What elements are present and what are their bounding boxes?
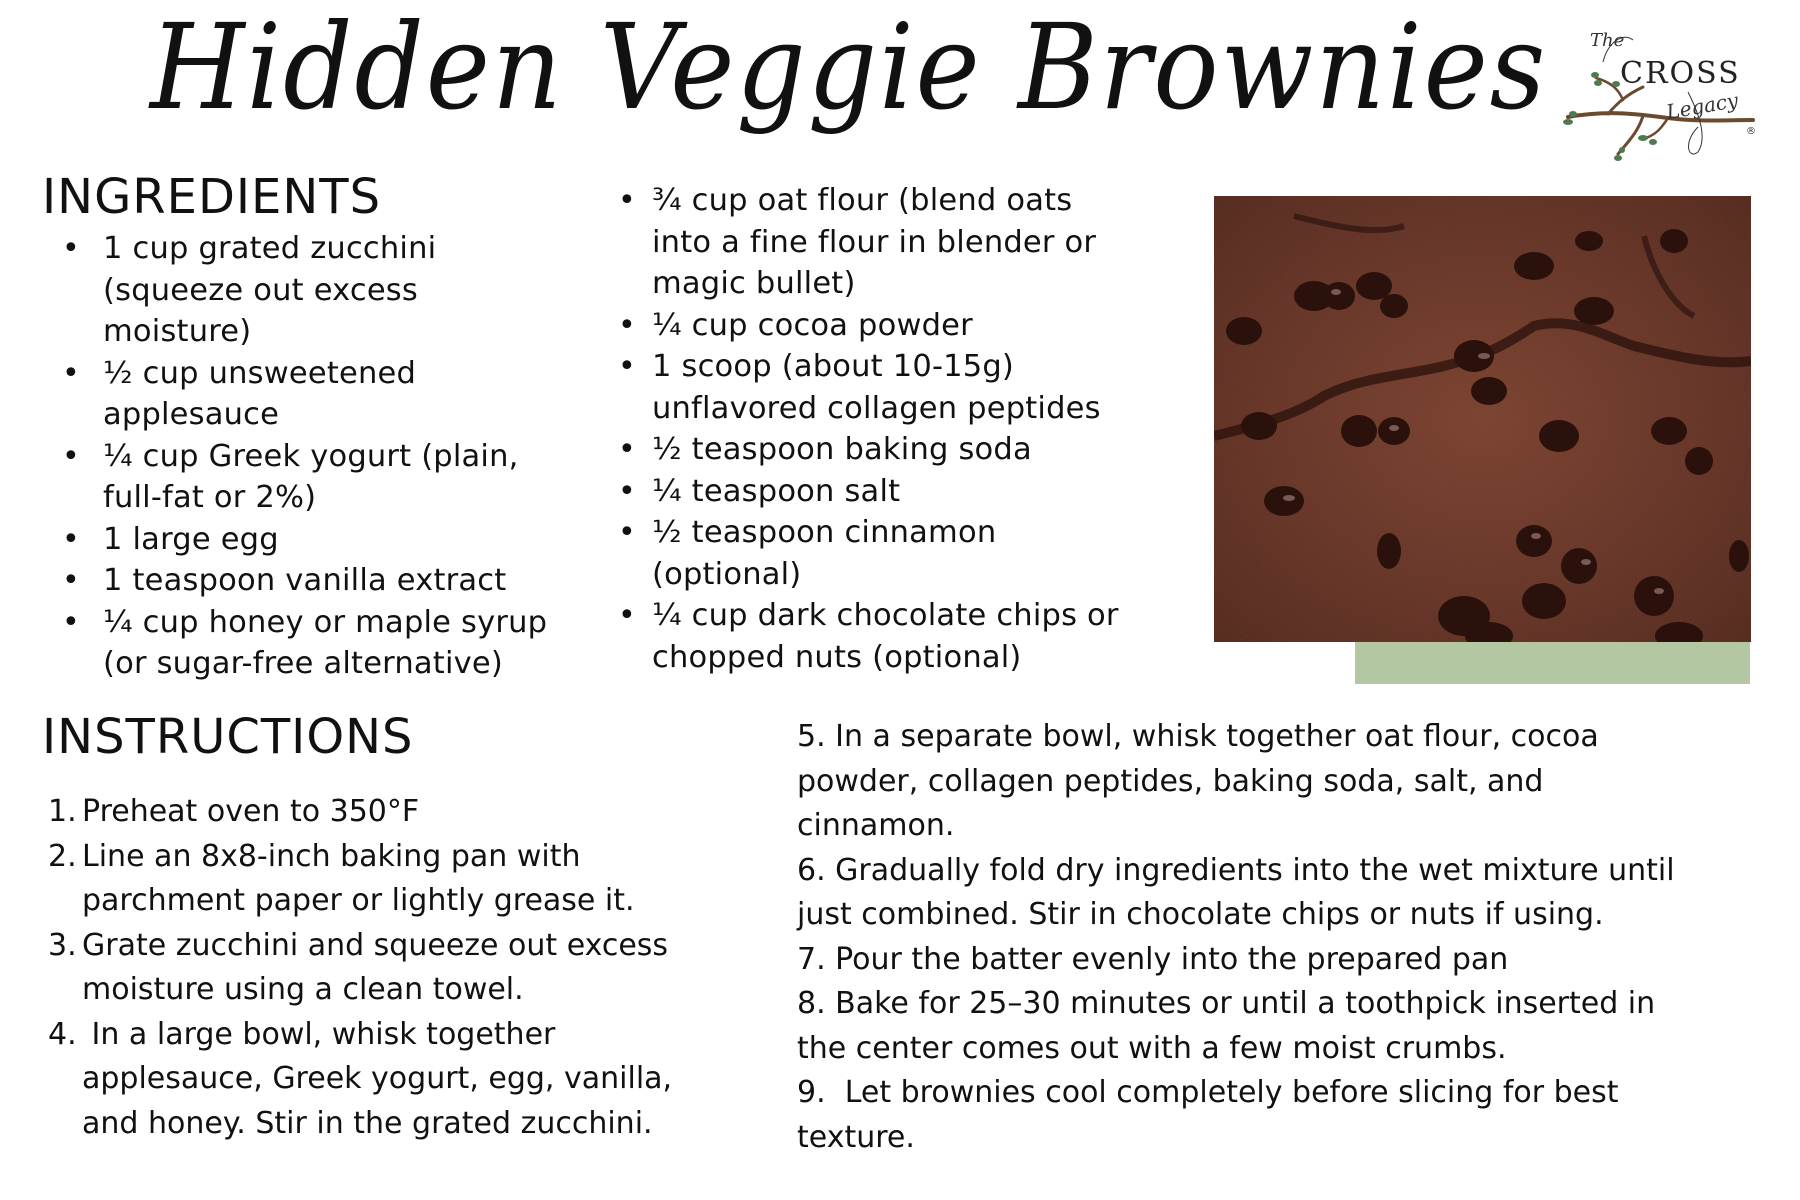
instruction-step-continuation: the center comes out with a few moist crumbs.: [797, 1030, 1507, 1066]
bullet-icon: •: [62, 231, 80, 266]
bullet-icon: •: [618, 183, 636, 218]
ingredient-text: applesauce: [103, 397, 280, 432]
bullet-icon: •: [62, 355, 80, 391]
ingredient-text: ¼ teaspoon salt: [652, 473, 901, 509]
bullet-icon: •: [618, 598, 636, 633]
ingredient-item: [62, 436, 602, 478]
bullet-icon: •: [62, 563, 80, 598]
bullet-icon: •: [62, 604, 80, 640]
step-text: Grate zucchini and squeeze out excess: [82, 927, 669, 963]
instruction-step-continuation: [48, 1057, 768, 1102]
ingredient-text: 1 large egg: [103, 521, 279, 557]
step-text: parchment paper or lightly grease it.: [82, 883, 635, 918]
ingredient-item: [618, 305, 1208, 347]
instruction-step-continuation: [48, 968, 768, 1013]
ingredient-text: (optional): [652, 556, 802, 592]
ingredient-item-continuation: [618, 222, 1208, 264]
instruction-step-continuation: [48, 879, 768, 924]
instruction-step: [48, 1013, 768, 1058]
ingredient-item: [618, 346, 1208, 388]
ingredient-text: ½ teaspoon cinnamon: [652, 515, 997, 550]
brownie-photo: [1214, 196, 1751, 642]
step-text: Preheat oven to 350°F: [82, 794, 420, 829]
ingredient-item-continuation: [62, 270, 602, 312]
ingredient-text: ½ cup unsweetened: [103, 355, 417, 391]
step-number: 3.: [48, 927, 77, 963]
instruction-step: 5. In a separate bowl, whisk together oat flour, cocoa: [797, 719, 1599, 754]
step-text: applesauce, Greek yogurt, egg, vanilla,: [82, 1061, 673, 1096]
ingredient-item: [62, 228, 602, 270]
ingredient-item-continuation: [62, 477, 602, 519]
bullet-icon: •: [62, 438, 80, 474]
ingredient-item: [62, 602, 602, 644]
logo-name: CROSS: [1620, 56, 1741, 91]
instructions-heading: INSTRUCTIONS: [42, 709, 414, 765]
instruction-step: 8. Bake for 25–30 minutes or until a toothpick inserted in: [797, 986, 1656, 1021]
ingredient-text: ¼ cup dark chocolate chips or: [652, 598, 1119, 633]
step-text: In a large bowl, whisk together: [82, 1016, 556, 1052]
ingredients-heading: INGREDIENTS: [42, 169, 382, 225]
ingredient-text: into a fine flour in blender or: [652, 224, 1097, 260]
step-number: 2.: [48, 838, 77, 874]
step-text: moisture using a clean towel.: [82, 972, 524, 1007]
step-text: and honey. Stir in the grated zucchini.: [82, 1105, 653, 1141]
ingredient-text: 1 teaspoon vanilla extract: [103, 563, 507, 598]
instructions-list-right: [797, 715, 1797, 1160]
ingredient-text: chopped nuts (optional): [652, 639, 1022, 675]
ingredient-text: ¼ cup cocoa powder: [652, 307, 973, 343]
ingredient-item: [618, 429, 1208, 471]
step-number: 1.: [48, 794, 77, 829]
registered-mark: ®: [1746, 126, 1756, 137]
ingredient-text: moisture): [103, 314, 252, 349]
ingredient-item-continuation: [618, 637, 1208, 679]
bullet-icon: •: [618, 473, 636, 509]
ingredient-item-continuation: [618, 388, 1208, 430]
instruction-step: [48, 835, 768, 880]
ingredient-text: 1 scoop (about 10-15g): [652, 349, 1015, 384]
instruction-step-continuation: powder, collagen peptides, baking soda, salt, and: [797, 763, 1544, 799]
instruction-step-continuation: texture.: [797, 1119, 915, 1155]
instructions-list-left: [48, 790, 768, 1146]
ingredient-item: [62, 560, 602, 602]
ingredient-item: [62, 519, 602, 561]
ingredients-list-2: [618, 180, 1208, 678]
step-number: 4.: [48, 1016, 77, 1052]
ingredient-item: [618, 512, 1208, 554]
brand-logo: [1548, 22, 1768, 172]
ingredients-list-1: [62, 228, 602, 685]
recipe-title: Hidden Veggie Brownies: [150, 0, 1548, 136]
instruction-step-continuation: cinnamon.: [797, 808, 955, 843]
ingredient-item: [618, 180, 1208, 222]
ingredient-item: [62, 353, 602, 395]
bullet-icon: •: [618, 432, 636, 467]
ingredient-text: ½ teaspoon baking soda: [652, 432, 1032, 467]
logo-suffix: Legacy: [1664, 87, 1740, 125]
ingredient-text: ¼ cup honey or maple syrup: [103, 604, 548, 640]
instruction-step: 9. Let brownies cool completely before slicing for best: [797, 1075, 1619, 1110]
instruction-step: 7. Pour the batter evenly into the prepared pan: [797, 941, 1509, 977]
instruction-step: [48, 790, 768, 835]
ingredient-text: (squeeze out excess: [103, 272, 418, 308]
ingredient-item-continuation: [62, 394, 602, 436]
ingredient-item-continuation: [618, 554, 1208, 596]
ingredient-text: magic bullet): [652, 266, 856, 301]
bullet-icon: •: [62, 521, 80, 557]
bullet-icon: •: [618, 349, 636, 384]
ingredient-item: [618, 595, 1208, 637]
ingredient-text: full-fat or 2%): [103, 480, 317, 515]
instruction-step: 6. Gradually fold dry ingredients into the wet mixture until: [797, 852, 1675, 888]
ingredient-item: [618, 471, 1208, 513]
instruction-step-continuation: [48, 1102, 768, 1147]
ingredient-text: unflavored collagen peptides: [652, 390, 1101, 426]
ingredient-text: 1 cup grated zucchini: [103, 231, 437, 266]
step-text: Line an 8x8-inch baking pan with: [82, 838, 581, 874]
ingredient-item-continuation: [62, 311, 602, 353]
ingredient-item-continuation: [618, 263, 1208, 305]
ingredient-text: ¼ cup Greek yogurt (plain,: [103, 438, 519, 474]
bullet-icon: •: [618, 515, 636, 550]
ingredient-item-continuation: [62, 643, 602, 685]
bullet-icon: •: [618, 307, 636, 343]
ingredient-text: (or sugar-free alternative): [103, 646, 503, 681]
ingredient-text: ¾ cup oat flour (blend oats: [652, 183, 1073, 218]
instruction-step: [48, 924, 768, 969]
logo-prefix: The: [1590, 30, 1625, 51]
instruction-step-continuation: just combined. Stir in chocolate chips or nuts if using.: [797, 897, 1604, 932]
